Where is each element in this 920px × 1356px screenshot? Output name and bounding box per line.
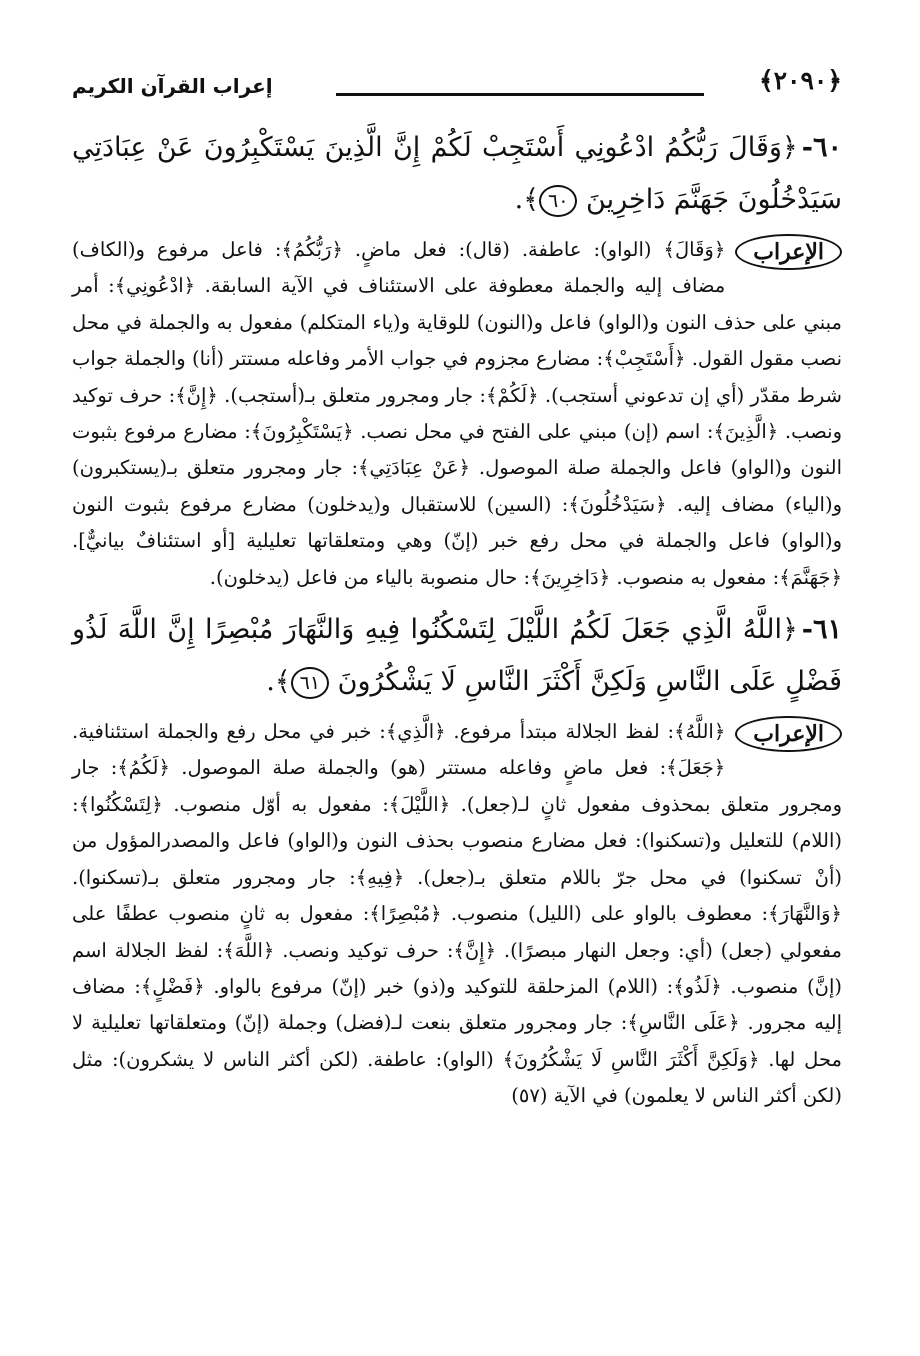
page-number: ﴿٢٠٩٠﴾	[758, 66, 842, 95]
irab-label: الإعراب	[735, 234, 842, 270]
book-title: إعراب القرآن الكريم	[72, 74, 273, 98]
verse-body: ﴿اللَّهُ الَّذِي جَعَلَ لَكُمُ اللَّيْلَ لِتَسْكُنُوا فِيهِ وَالنَّهَارَ مُبْصِرًا إِنَّ اللَّهَ لَذُو فَضْلٍ عَلَى النَّاسِ وَلَكِنَّ أَكْثَرَ النَّاسِ لَا يَشْكُرُونَ	[72, 614, 842, 698]
page-header	[72, 62, 842, 114]
irab-paragraph	[72, 714, 842, 1114]
header-rule	[336, 93, 704, 96]
verse-text	[72, 604, 842, 708]
verse-close: ﴾.	[266, 666, 291, 698]
ayah-marker: ٦٠	[539, 185, 577, 217]
irab-text: ﴿وَقَالَ﴾ (الواو): عاطفة. (قال): فعل ماضٍ. ﴿رَبُّكُمُ﴾: فاعل مرفوع و(الكاف) مضاف إليه والجملة معطوفة على الاستئناف في الآية السابقة. ﴿ادْعُونِي﴾: أمر مبني على حذف النون و(الواو) فاعل و(النون) للوقاية و(ياء المتكلم) مفعول به والجملة في محل نصب مقول القول. ﴿أَسْتَجِبْ﴾: مضارع مجزوم في جواب الأمر وفاعله مستتر (أنا) والجملة جواب شرط مقدّر (أي إن تدعوني أستجب). ﴿لَكُمْ﴾: جار ومجرور متعلق بـ(أستجب). ﴿إِنَّ﴾: حرف توكيد ونصب. ﴿الَّذِينَ﴾: اسم (إن) مبني على الفتح في محل نصب. ﴿يَسْتَكْبِرُونَ﴾: مضارع مرفوع بثبوت النون و(الواو) فاعل والجملة صلة الموصول. ﴿عَنْ عِبَادَتِي﴾: جار ومجرور متعلق بـ(يستكبرون) و(الياء) مضاف إليه. ﴿سَيَدْخُلُونَ﴾: (السين) للاستقبال و(يدخلون) مضارع مرفوع بثبوت النون و(الواو) فاعل والجملة في محل رفع خبر (إنّ) وهي ومتعلقاتها تعليلية [أو استئنافٌ بيانيٌّ]. ﴿جَهَنَّمَ﴾: مفعول به منصوب. ﴿دَاخِرِينَ﴾: حال منصوبة بالياء من فاعل (يدخلون).	[72, 238, 842, 589]
verse-block-60	[72, 122, 842, 596]
verse-body: ﴿وَقَالَ رَبُّكُمُ ادْعُونِي أَسْتَجِبْ لَكُمْ إِنَّ الَّذِينَ يَسْتَكْبِرُونَ عَنْ عِبَادَتِي سَيَدْخُلُونَ جَهَنَّمَ دَاخِرِينَ	[72, 132, 842, 215]
verse-close: ﴾.	[514, 184, 540, 215]
verse-block-61	[72, 604, 842, 1114]
verse-text	[72, 122, 842, 226]
irab-label: الإعراب	[735, 716, 842, 752]
ayah-marker: ٦١	[291, 667, 329, 699]
irab-paragraph	[72, 232, 842, 596]
irab-text: ﴿اللَّهُ﴾: لفظ الجلالة مبتدأ مرفوع. ﴿الَّذِي﴾: خبر في محل رفع والجملة استئنافية. ﴿جَعَلَ﴾: فعل ماضٍ وفاعله مستتر (هو) والجملة صلة الموصول. ﴿لَكُمُ﴾: جار ومجرور متعلق بمحذوف مفعول ثانٍ لـ(جعل). ﴿اللَّيْلَ﴾: مفعول به أوّل منصوب. ﴿لِتَسْكُنُوا﴾: (اللام) للتعليل و(تسكنوا): فعل مضارع منصوب بحذف النون و(الواو) فاعل والمصدرالمؤول من (أنْ تسكنوا) في محل جرّ باللام متعلق بـ(جعل). ﴿فِيهِ﴾: جار ومجرور متعلق بـ(تسكنوا). ﴿وَالنَّهَارَ﴾: معطوف بالواو على (الليل) منصوب. ﴿مُبْصِرًا﴾: مفعول به ثانٍ منصوب عطفًا على مفعولي (جعل) (أي: وجعل النهار مبصرًا). ﴿إِنَّ﴾: حرف توكيد ونصب. ﴿اللَّهَ﴾: لفظ الجلالة اسم (إنَّ) منصوب. ﴿لَذُو﴾: (اللام) المزحلقة للتوكيد و(ذو) خبر (إنّ) مرفوع بالواو. ﴿فَضْلٍ﴾: مضاف إليه مجرور. ﴿عَلَى النَّاسِ﴾: جار ومجرور متعلق بنعت لـ(فضل) وجملة (إنّ) ومتعلقاتها تعليلية لا محل لها. ﴿وَلَكِنَّ أَكْثَرَ النَّاسِ لَا يَشْكُرُونَ﴾ (الواو): عاطفة. (لكن أكثر الناس لا يشكرون): مثل (لكن أكثر الناس لا يعلمون) في الآية (٥٧)	[72, 720, 842, 1108]
verse-number: ٦١-	[801, 614, 842, 646]
verse-number: ٦٠-	[801, 132, 842, 163]
page	[72, 62, 842, 1121]
